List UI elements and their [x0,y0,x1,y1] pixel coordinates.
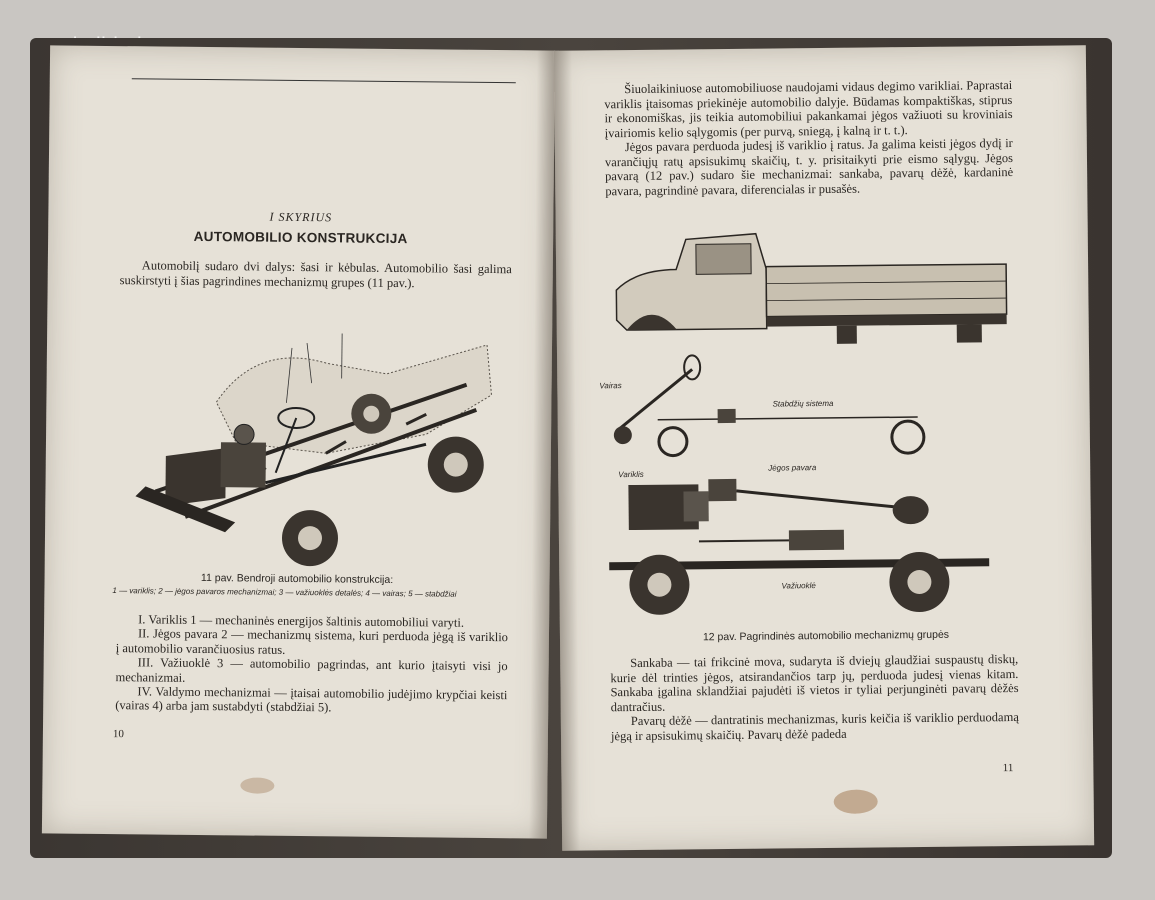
paragraph: Jėgos pavara perduoda judesį iš variklio į ratus. Ja galima keisti jėgos dydį ir varančiųjų ratų apsisukimų skaičių, t. y. prisitaikyti prie eismo sąlygų. Jėgos pavarą (12 pav.) sudaro šie mechanizmai: sankaba, pavarų dėžė, kardaninė pavara, pagrindinė pavara, diferencialas ir pusašės. [604,136,1014,198]
right-page [554,45,1094,851]
page-number: 11 [1002,762,1014,775]
truck-illustration [616,231,1007,346]
foxing-stain [834,789,878,813]
brake-drum-icon [659,427,687,455]
brake-line-icon [658,417,918,420]
label-variklis: Variklis [618,469,644,480]
driveshaft-icon [736,489,898,509]
brake-drum-icon [892,421,924,453]
list-item: III. Važiuoklė 3 — automobilio pagrindas, ant kurio įtaisyti visi jo mechanizmai. [115,655,508,685]
paragraph: Sankaba — tai frikcinė mova, sudaryta iš dviejų glaudžiai suspaustų diskų, kurie dėl trinties jėgos, atsirandančios tarp jų, perduoda judesį vienas kitam. Sankaba įgalina sklandžiai pajudėti iš vietos ir tyliai perjunginėti pavarų dėžės dantračius. [610,651,1019,714]
gearbox-icon [708,479,736,501]
intro-paragraph: Automobilį sudaro dvi dalys: šasi ir kėbulas. Automobilio šasi galima suskirstyti į šias pagrindines mechanizmų grupes (11 pav.). [119,258,512,290]
steering-knuckle-icon [614,426,632,444]
paragraph: Pavarų dėžė — dantratinis mechanizmas, kuris keičia iš variklio perduodamą jėgą ir apsisukimų skaičių. Pavarų dėžė padeda [610,709,1019,743]
list-item: I. Variklis 1 — mechaninės energijos šaltinis automobiliui varyti. [138,612,465,630]
bottom-text [610,652,1019,743]
chassis-illustration [125,321,508,570]
list-item: IV. Valdymo mechanizmai — įtaisai automobilio judėjimo krypčiai keisti (vairas 4) arba jam sustabdyti (stabdžiai 5). [115,684,508,715]
figure-12-caption: 12 pav. Pagrindinės automobilio mechanizmų grupės [702,628,950,644]
mechanism-list [115,612,508,717]
figure-11-legend: 1 — variklis; 2 — jėgos pavaros mechanizmai; 3 — važiuoklės detalės; 4 — vairas; 5 — stabdžiai [112,586,457,599]
differential-icon [893,496,929,524]
chapter-title: AUTOMOBILIO KONSTRUKCIJA [193,228,408,247]
left-page [42,45,555,838]
label-vaziuokle: Važiuoklė [781,581,816,591]
label-jegos-pavara: Jėgos pavara [768,463,817,473]
paragraph: Šiuolaikiniuose automobiliuose naudojami vidaus degimo varikliai. Paprastai variklis įtaisomas priekinėje automobilio dalyje. Būdamas kompaktiškas, stiprus ir ekonomiškas, jis teikia automobiliui pakankamai jėgos važiuoti su kroviniais įvairiomis kelio sąlygomis (per purvą, sniegą, į kalną ir t. t.). [604,78,1013,140]
label-vairas: Vairas [599,381,622,391]
steering-column-icon [617,369,693,430]
figure-11-caption: 11 pav. Bendroji automobilio konstrukcija: [200,571,394,586]
intro-text [604,78,1013,198]
foxing-stain [240,777,274,793]
steering-wheel-icon [684,355,700,379]
label-stabdziu-sistema: Stabdžių sistema [772,398,834,409]
header-rule [132,78,516,83]
list-item: II. Jėgos pavara 2 — mechanizmų sistema, kuri perduoda jėgą iš variklio į automobilio varančiuosius ratus. [115,626,509,657]
muffler-icon [789,530,844,551]
mechanism-groups-diagram [596,226,1020,620]
brake-pedal-icon [718,409,736,423]
page-number: 10 [112,728,124,741]
chapter-number: I SKYRIUS [269,209,333,225]
